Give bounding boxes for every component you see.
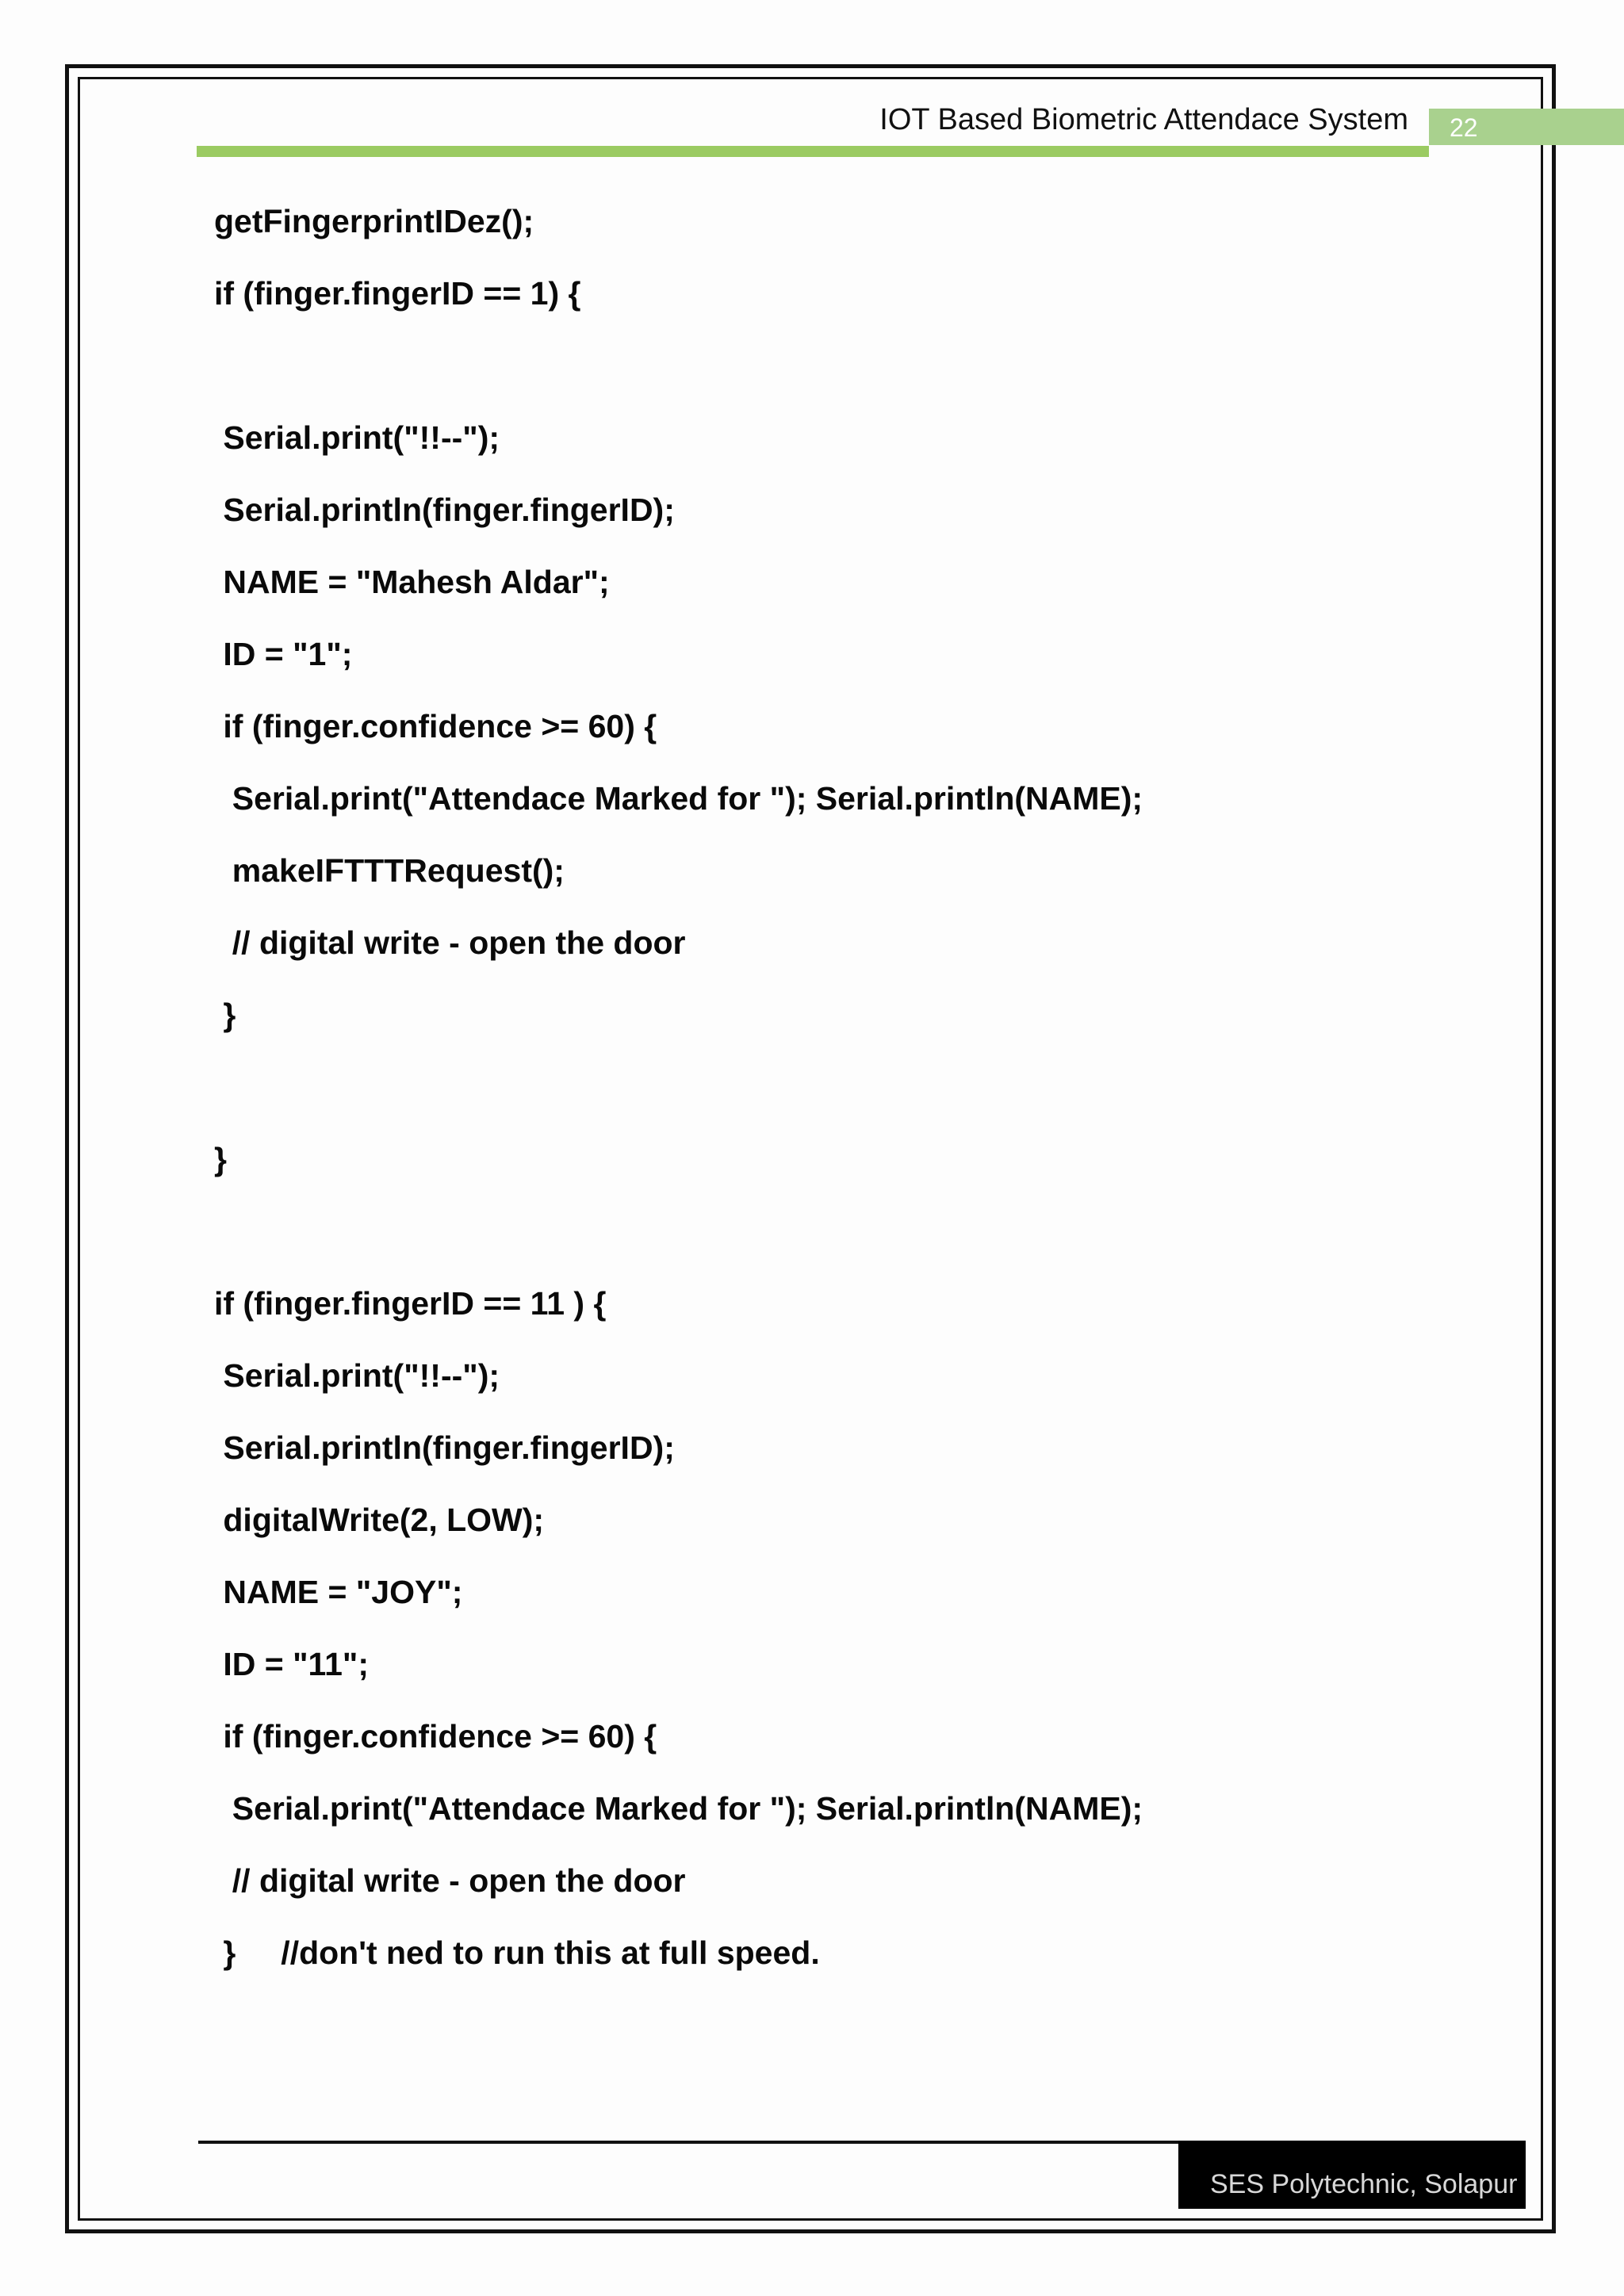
code-line: if (finger.fingerID == 11 ) {: [214, 1285, 607, 1322]
code-line: ID = "1";: [214, 636, 353, 672]
page-number-badge-tail: [1548, 109, 1624, 145]
code-line: getFingerprintIDez();: [214, 203, 534, 239]
code-line: Serial.println(finger.fingerID);: [214, 492, 675, 528]
footer-institution: SES Polytechnic, Solapur: [1178, 2141, 1526, 2209]
header-title: IOT Based Biometric Attendace System: [879, 103, 1408, 136]
code-line: Serial.println(finger.fingerID);: [214, 1429, 675, 1466]
code-line: NAME = "JOY";: [214, 1574, 463, 1610]
code-block: [214, 195, 1143, 1999]
code-line: Serial.print("Attendace Marked for "); Serial.println(NAME);: [214, 780, 1143, 817]
code-line: Serial.print("!!--");: [214, 1357, 500, 1394]
code-line: // digital write - open the door: [214, 924, 686, 961]
code-line: ID = "11";: [214, 1646, 369, 1682]
code-line: // digital write - open the door: [214, 1862, 686, 1899]
code-line: Serial.print("Attendace Marked for "); Serial.println(NAME);: [214, 1790, 1143, 1827]
code-line: [214, 1061, 1143, 1133]
code-line: if (finger.confidence >= 60) {: [214, 1718, 657, 1755]
code-line: digitalWrite(2, LOW);: [214, 1502, 545, 1538]
page-number-badge: 22: [1429, 109, 1548, 145]
code-line: }: [214, 997, 236, 1033]
code-line: makeIFTTTRequest();: [214, 852, 565, 889]
code-line: } //don't ned to run this at full speed.: [214, 1934, 820, 1971]
header-rule: [197, 146, 1429, 157]
code-line: NAME = "Mahesh Aldar";: [214, 564, 610, 600]
code-line: [214, 339, 1143, 411]
code-line: [214, 1205, 1143, 1277]
code-line: }: [214, 1141, 227, 1177]
code-line: Serial.print("!!--");: [214, 419, 500, 456]
code-line: if (finger.confidence >= 60) {: [214, 708, 657, 744]
code-line: if (finger.fingerID == 1) {: [214, 275, 581, 312]
